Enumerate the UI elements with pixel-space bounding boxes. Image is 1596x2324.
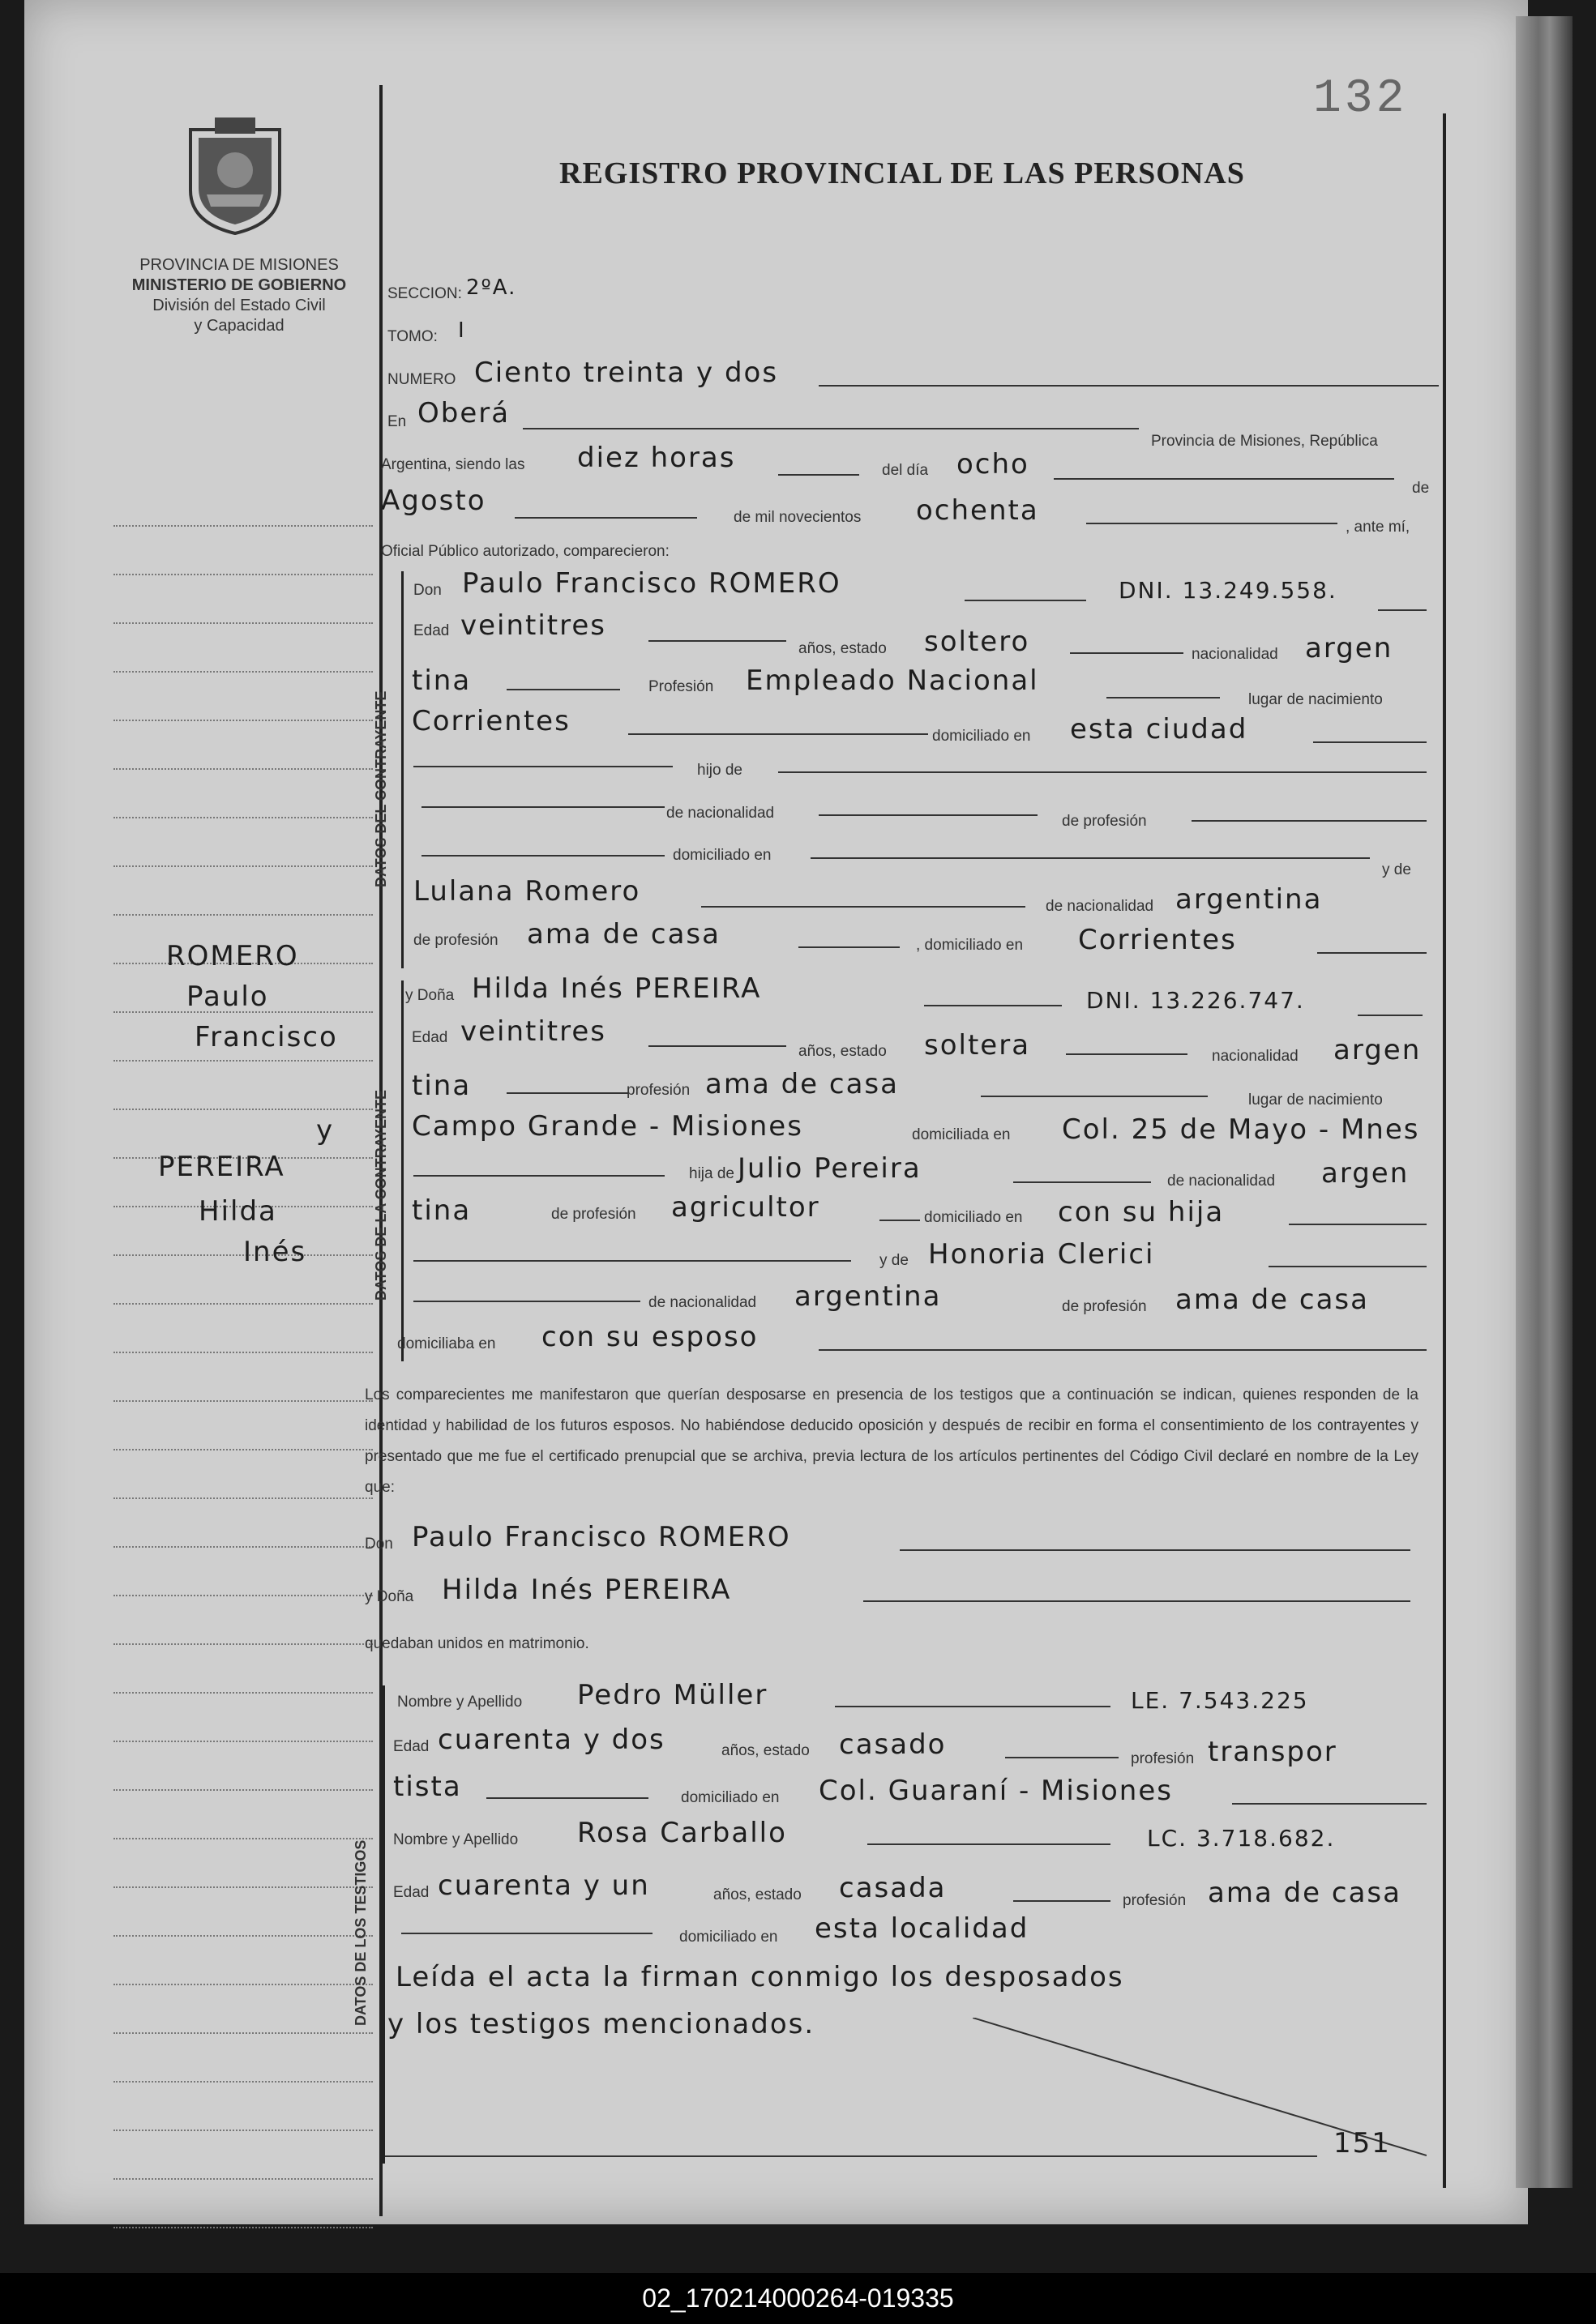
- t2-nombre: Rosa Carballo: [577, 1817, 787, 1849]
- de-label: de: [1412, 480, 1430, 497]
- right-rule: [1443, 113, 1446, 2188]
- contrayente-estado: soltero: [924, 626, 1030, 658]
- contrayente-madre-profesion: ama de casa: [527, 918, 721, 951]
- t1-label: Nombre y Apellido: [397, 1694, 523, 1711]
- margin-name-1: Paulo: [186, 980, 269, 1013]
- contrayenta-hija-label: hija de: [689, 1165, 734, 1182]
- t1-doc: LE. 7.543.225: [1131, 1687, 1309, 1714]
- contrayente-edad: veintitres: [460, 609, 607, 642]
- contrayente-dni-line: [1378, 609, 1427, 611]
- en-value: Oberá: [417, 397, 511, 429]
- t2-dom-pre-line: [401, 1933, 653, 1934]
- contrayenta-estado: soltera: [924, 1029, 1031, 1062]
- contrayente-pprof-line: [1192, 820, 1427, 822]
- contrayente-prof-line: [1106, 697, 1220, 698]
- book-page-edge: [1516, 16, 1572, 2188]
- contrayenta-padre-dom-label: domiciliado en: [924, 1209, 1023, 1226]
- contrayenta-madre-domicilio: con su esposo: [541, 1321, 759, 1353]
- contrayente-domiciliado-label: domiciliado en: [932, 728, 1031, 745]
- t2-estado-label: años, estado: [713, 1886, 802, 1903]
- en-label: En: [387, 413, 407, 430]
- t1-dom-label: domiciliado en: [681, 1789, 780, 1806]
- del-dia-label: del día: [882, 462, 929, 479]
- contrayente-madre-nac-label: de nacionalidad: [1046, 898, 1154, 915]
- contrayente-profesion-label: Profesión: [648, 678, 714, 695]
- contrayenta-domicilio: Col. 25 de Mayo - Mnes: [1062, 1113, 1420, 1146]
- t2-profesion: ama de casa: [1208, 1877, 1401, 1909]
- horas-line: [778, 474, 859, 476]
- contrayente-hijo-line: [778, 771, 1427, 773]
- contrayenta-rule: [401, 980, 404, 1361]
- contrayente-dni: DNI. 13.249.558.: [1119, 577, 1337, 604]
- contrayenta-nacionalidad-a: argen: [1333, 1034, 1422, 1066]
- contrayenta-mnac-pre-line: [413, 1301, 640, 1302]
- signature-line: [385, 2155, 1317, 2157]
- contrayenta-prof-line: [981, 1096, 1208, 1097]
- contrayenta-y-de-label: y de: [879, 1252, 909, 1269]
- contrayenta-madre-nacionalidad: argentina: [794, 1280, 942, 1313]
- union-dona: Hilda Inés PEREIRA: [442, 1574, 732, 1606]
- contrayente-padre-line: [413, 766, 673, 767]
- contrayente-madre-prof-label: de profesión: [413, 932, 498, 949]
- t2-estado-line: [1013, 1900, 1110, 1902]
- contrayenta-edad-label: Edad: [412, 1029, 448, 1046]
- contrayente-pdom-line: [421, 855, 665, 857]
- contrayente-rule: [401, 571, 404, 968]
- contrayenta-padre: Julio Pereira: [738, 1152, 922, 1185]
- contrayente-hijo-label: hijo de: [697, 762, 742, 779]
- t2-dom-label: domiciliado en: [679, 1929, 778, 1946]
- contrayenta-padre-dom-line: [1289, 1224, 1427, 1225]
- t1-prof-line: [486, 1797, 648, 1799]
- seccion-label: SECCION:: [387, 285, 462, 302]
- contrayente-de-prof-label: de profesión: [1062, 813, 1147, 830]
- numero-value: Ciento treinta y dos: [474, 357, 779, 389]
- org-province: PROVINCIA DE MISIONES: [139, 256, 339, 274]
- t2-doc: LC. 3.718.682.: [1147, 1825, 1336, 1852]
- contrayenta-padre-domicilio: con su hija: [1058, 1196, 1225, 1228]
- declaration-paragraph: Los comparecientes me manifestaron que querían desposarse en presencia de los testigos que a continuación se indican, quienes responden de la identidad y habilidad de los futuros esposos. No habiéndose deducido oposición y después de recibir en forma el consentimiento de los contrayentes y presentado que me fue el certificado prenupcial que se archiva, previa lectura de los artículos pertinentes del Código Civil declaré en nombre de la Ley que:: [365, 1386, 1418, 1496]
- t2-domicilio: esta localidad: [815, 1912, 1029, 1945]
- contrayente-estado-label: años, estado: [798, 640, 887, 657]
- contrayenta-madre-dom-line: [819, 1349, 1427, 1351]
- union-don: Paulo Francisco ROMERO: [412, 1521, 791, 1553]
- t1-edad-label: Edad: [393, 1738, 430, 1755]
- contrayenta-edad: veintitres: [460, 1015, 607, 1048]
- contrayente-madre: Lulana Romero: [413, 875, 641, 908]
- contrayenta-section-label: DATOS DE LA CONTRAYENTE: [373, 1089, 389, 1301]
- contrayenta-dni-line: [1358, 1015, 1423, 1016]
- margin-name-3: Hilda: [199, 1195, 277, 1228]
- t1-estado-line: [1005, 1757, 1119, 1758]
- tomo-value: I: [458, 318, 466, 343]
- page-number: 132: [1313, 73, 1408, 126]
- image-identifier: 02_170214000264-019335: [0, 2273, 1596, 2324]
- contrayenta-nombre: Hilda Inés PEREIRA: [472, 972, 762, 1005]
- t1-estado-label: años, estado: [721, 1742, 810, 1759]
- margin-name-4: Inés: [243, 1236, 307, 1268]
- contrayenta-madre-pre-line: [413, 1260, 851, 1262]
- union-dona-label: y Doña: [365, 1588, 414, 1605]
- tomo-label: TOMO:: [387, 328, 438, 345]
- contrayente-nacionalidad-b: tina: [412, 664, 472, 697]
- dona-label: y Doña: [405, 987, 455, 1004]
- t2-prof-label: profesión: [1123, 1892, 1187, 1909]
- signature-mark: 151: [1333, 2127, 1391, 2160]
- closing-line-1: Leída el acta la firman conmigo los desposados: [396, 1961, 1124, 1993]
- contrayenta-edad-line: [648, 1045, 786, 1047]
- t1-dom-line: [1232, 1803, 1427, 1805]
- contrayente-pnac-line: [421, 806, 665, 808]
- contrayente-section-label: DATOS DEL CONTRAYENTE: [373, 690, 389, 887]
- anio-line: [1086, 523, 1337, 524]
- contrayente-nombre-line: [965, 600, 1086, 601]
- contrayenta-profesion-label: profesión: [627, 1082, 691, 1099]
- t1-nombre-line: [835, 1706, 1110, 1707]
- t1-prof-label: profesión: [1131, 1750, 1195, 1767]
- de-mil-label: de mil novecientos: [734, 509, 862, 526]
- provincia-label: Provincia de Misiones, República: [1151, 433, 1378, 450]
- en-line: [523, 428, 1139, 429]
- contrayenta-profesion: ama de casa: [705, 1068, 899, 1100]
- numero-label: NUMERO: [387, 371, 456, 388]
- contrayenta-padre-nacionalidad-b: tina: [412, 1194, 472, 1227]
- t2-edad: cuarenta y un: [438, 1869, 650, 1902]
- contrayente-y-de-label: y de: [1382, 861, 1411, 878]
- contrayente-madre-dom-line: [1317, 952, 1427, 954]
- contrayente-madre-dom-label: , domiciliado en: [916, 937, 1024, 954]
- contrayenta-nacionalidad-label: nacionalidad: [1212, 1048, 1299, 1065]
- contrayente-profesion: Empleado Nacional: [746, 664, 1039, 697]
- contrayente-nacionalidad-a: argen: [1305, 632, 1393, 664]
- don-label: Don: [413, 582, 442, 599]
- contrayenta-madre-dom-label: domiciliaba en: [397, 1335, 496, 1352]
- contrayenta-lugar-label: lugar de nacimiento: [1248, 1092, 1383, 1109]
- t1-edad: cuarenta y dos: [438, 1724, 665, 1756]
- margin-surname-1: ROMERO: [166, 940, 299, 972]
- contrayenta-dni: DNI. 13.226.747.: [1086, 987, 1305, 1014]
- contrayenta-madre-prof-label: de profesión: [1062, 1298, 1147, 1315]
- contrayente-madre-domicilio: Corrientes: [1078, 924, 1237, 956]
- province-crest-icon: [182, 113, 288, 235]
- horas-value: diez horas: [577, 442, 736, 474]
- contrayente-estado-line: [1070, 652, 1183, 654]
- contrayenta-padre-nacionalidad-a: argen: [1321, 1157, 1410, 1190]
- contrayenta-estado-line: [1066, 1053, 1187, 1055]
- margin-name-2: Francisco: [195, 1021, 338, 1053]
- contrayenta-lugar: Campo Grande - Misiones: [412, 1110, 803, 1143]
- numero-line: [819, 385, 1439, 387]
- union-don-label: Don: [365, 1536, 393, 1553]
- t1-estado: casado: [839, 1728, 947, 1761]
- contrayente-pdom2-line: [811, 857, 1370, 859]
- t1-nombre: Pedro Müller: [577, 1679, 768, 1711]
- contrayenta-madre: Honoria Clerici: [928, 1238, 1155, 1271]
- t1-prof-b: tista: [393, 1771, 462, 1803]
- contrayenta-madre-profesion: ama de casa: [1175, 1284, 1369, 1316]
- org-division-2: y Capacidad: [194, 317, 285, 335]
- contrayenta-padre-line: [1013, 1181, 1151, 1183]
- contrayente-lugar-line: [628, 733, 928, 735]
- contrayenta-nacionalidad-b: tina: [412, 1070, 472, 1102]
- contrayenta-estado-label: años, estado: [798, 1043, 887, 1060]
- mes-value: Agosto: [381, 485, 486, 517]
- contrayente-de-nac-label: de nacionalidad: [666, 805, 775, 822]
- contrayenta-nac-line: [507, 1092, 628, 1094]
- quedaban-label: quedaban unidos en matrimonio.: [365, 1635, 589, 1652]
- t2-edad-label: Edad: [393, 1884, 430, 1901]
- contrayente-dom-line: [1313, 741, 1427, 743]
- oficial-label: Oficial Público autorizado, comparecieron:: [381, 543, 670, 560]
- t2-label: Nombre y Apellido: [393, 1831, 519, 1848]
- contrayente-madre-line: [701, 906, 1025, 908]
- dia-value: ocho: [956, 448, 1029, 481]
- contrayente-edad-label: Edad: [413, 622, 450, 639]
- contrayente-nacionalidad-label: nacionalidad: [1192, 646, 1278, 663]
- testigos-section-label: DATOS DE LOS TESTIGOS: [353, 1839, 369, 2026]
- margin-dotted-lines: [113, 478, 373, 2228]
- contrayenta-nombre-line: [924, 1005, 1062, 1006]
- contrayenta-padre-prof-line: [879, 1220, 920, 1221]
- contrayenta-padre-prof-label: de profesión: [551, 1206, 636, 1223]
- union-don-line: [900, 1549, 1410, 1551]
- contrayenta-padre-profesion: agricultor: [671, 1191, 820, 1224]
- margin-surname-2: PEREIRA: [158, 1151, 285, 1183]
- mes-line: [515, 517, 697, 519]
- issuing-organization: [105, 255, 373, 336]
- contrayente-nac-line: [507, 689, 620, 690]
- union-dona-line: [863, 1600, 1410, 1602]
- contrayenta-padre-nac-label: de nacionalidad: [1167, 1173, 1276, 1190]
- contrayente-madre-prof-line: [798, 946, 900, 948]
- org-division: División del Estado Civil: [152, 297, 326, 314]
- t1-domicilio: Col. Guaraní - Misiones: [819, 1775, 1173, 1807]
- contrayente-pnac2-line: [819, 814, 1038, 816]
- anio-value: ochenta: [916, 494, 1039, 527]
- contrayenta-domiciliada-label: domiciliada en: [912, 1126, 1011, 1143]
- contrayente-domicilio: esta ciudad: [1070, 713, 1248, 745]
- t1-prof-a: transpor: [1208, 1736, 1337, 1768]
- org-ministry: MINISTERIO DE GOBIERNO: [131, 276, 347, 294]
- dia-line: [1054, 478, 1394, 480]
- seccion-value: 2ºA.: [466, 276, 517, 300]
- contrayente-nombre: Paulo Francisco ROMERO: [462, 567, 841, 600]
- document-title: REGISTRO PROVINCIAL DE LAS PERSONAS: [559, 156, 1245, 190]
- contrayente-madre-nacionalidad: argentina: [1175, 883, 1323, 916]
- contrayenta-madre-nac-label: de nacionalidad: [648, 1294, 757, 1311]
- contrayenta-madre-line: [1269, 1266, 1427, 1267]
- closing-line-2: y los testigos mencionados.: [387, 2008, 815, 2040]
- t2-estado: casada: [839, 1872, 947, 1904]
- testigos-rule: [383, 1685, 385, 2164]
- t2-nombre-line: [867, 1843, 1110, 1845]
- argentina-label: Argentina, siendo las: [381, 456, 525, 473]
- contrayente-lugar: Corrientes: [412, 705, 571, 737]
- ante-mi-label: , ante mí,: [1346, 519, 1410, 536]
- contrayenta-hija-line: [413, 1175, 665, 1177]
- contrayente-edad-line: [648, 640, 786, 642]
- contrayente-lugar-label: lugar de nacimiento: [1248, 691, 1383, 708]
- margin-conjunction: y: [316, 1114, 335, 1147]
- contrayente-domiciliado2-label: domiciliado en: [673, 847, 772, 864]
